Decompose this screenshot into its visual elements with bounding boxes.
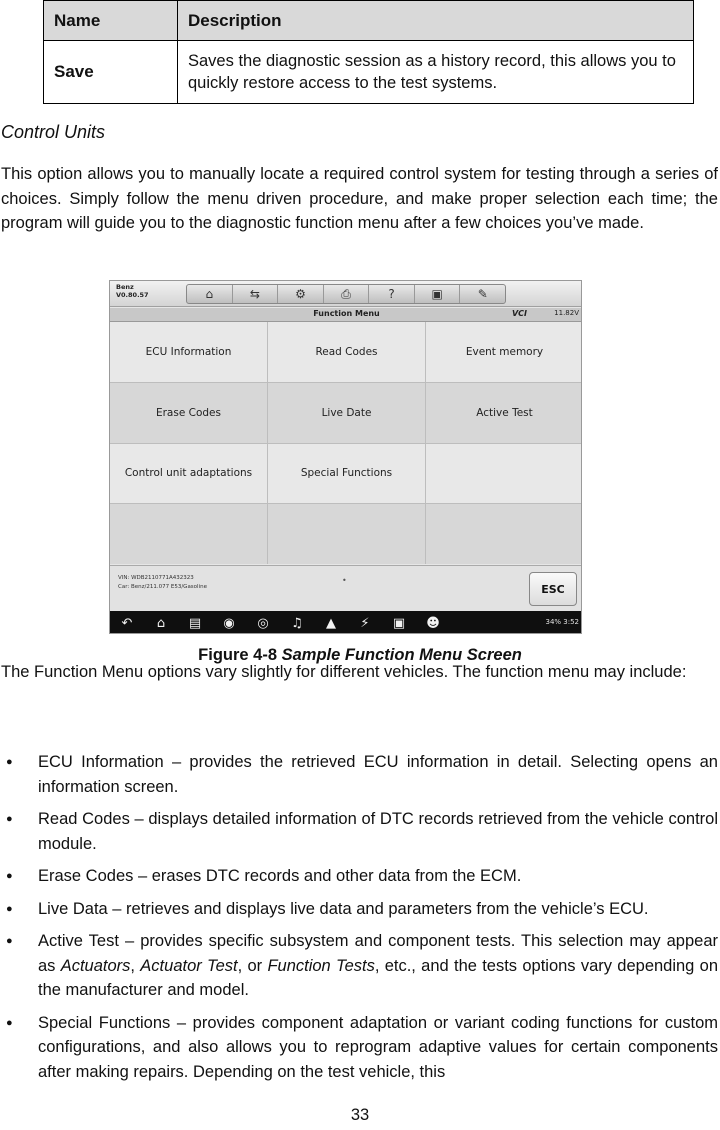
menu-item-empty — [110, 504, 267, 564]
menu-item-live-date[interactable]: Live Date — [268, 383, 425, 443]
menu-item-empty — [426, 504, 582, 564]
user-car-icon[interactable]: ☻ — [426, 615, 440, 631]
figure-caption-title: Sample Function Menu Screen — [281, 646, 522, 664]
list-item — [0, 929, 718, 1003]
table-cell-name: Save — [44, 41, 178, 104]
table-cell-description: Saves the diagnostic session as a history record, this allows you to quickly restore access to the test systems. — [178, 41, 694, 104]
page-indicator-dot: • — [342, 576, 347, 585]
recent-apps-icon[interactable]: ▤ — [188, 615, 202, 631]
settings-icon[interactable]: ⚙ — [278, 285, 324, 303]
menu-item-special-functions[interactable]: Special Functions — [268, 444, 425, 504]
list-item-text: , or — [237, 956, 268, 975]
menu-item-read-codes[interactable]: Read Codes — [268, 322, 425, 382]
vehicle-swap-icon[interactable]: ⇆ — [233, 285, 279, 303]
term-function-tests: Function Tests — [267, 956, 375, 975]
table-row — [44, 41, 694, 104]
intro-paragraph: This option allows you to manually locate a required control system for testing through a series of choices. Simply follow the menu driven procedure, and make proper selection each time; the program will guide you to the diagnostic function menu after a few choices you’ve made. — [1, 165, 718, 232]
list-item-text: , — [130, 956, 141, 975]
print-icon[interactable]: ⎙ — [324, 285, 370, 303]
menu-item-active-test[interactable]: Active Test — [426, 383, 582, 443]
battery-voltage: 11.82V — [554, 309, 579, 317]
save-icon[interactable]: ▣ — [415, 285, 461, 303]
menu-title-bar — [110, 308, 582, 322]
list-item: ● ECU Information – provides the retrieved ECU information in detail. Selecting opens an information screen. — [0, 750, 718, 799]
vci-status: VCI — [511, 309, 527, 318]
menu-item-ecu-information[interactable]: ECU Information — [110, 322, 267, 382]
vehicle-info-footer — [110, 565, 582, 611]
table-header-name: Name — [44, 1, 178, 41]
list-item-text: Active Test – provides specific subsystem and component tests. This selection may appear as — [38, 932, 718, 975]
maxisys-home-icon[interactable]: ▲ — [326, 615, 336, 631]
help-icon[interactable]: ? — [369, 285, 415, 303]
esc-button[interactable]: ESC — [529, 572, 577, 606]
vin-line: VIN: WDB2110771A432323 — [118, 575, 194, 581]
figure-caption-prefix: Figure 4-8 — [198, 646, 282, 664]
list-item: ● Live Data – retrieves and displays live data and parameters from the vehicle’s ECU. — [0, 897, 718, 922]
car-icon[interactable]: ▣ — [392, 615, 406, 631]
menu-item-erase-codes[interactable]: Erase Codes — [110, 383, 267, 443]
pen-icon[interactable]: ✎ — [477, 287, 488, 301]
app-top-bar — [110, 281, 582, 307]
function-menu-grid — [110, 322, 582, 564]
vehicle-info — [118, 574, 207, 592]
function-list — [0, 750, 720, 1092]
home-nav-icon[interactable]: ⌂ — [156, 615, 166, 631]
list-item: ● Erase Codes – erases DTC records and other data from the ECM. — [0, 864, 718, 889]
volume-icon[interactable]: ♫ — [291, 615, 303, 631]
car-line: Car: Benz/211.077 E53/Gasoline — [118, 584, 207, 590]
page-number: 33 — [350, 1106, 370, 1124]
back-icon[interactable]: ↶ — [121, 615, 133, 631]
home-icon[interactable]: ⌂ — [187, 285, 233, 303]
description-table — [43, 0, 694, 104]
vehicle-brand — [116, 283, 149, 299]
brand-name: Benz — [116, 283, 134, 291]
term-actuators: Actuators — [60, 956, 131, 975]
function-menu-paragraph: The Function Menu options vary slightly for different vehicles. The function menu may include: — [1, 663, 687, 681]
toolbar — [186, 284, 506, 304]
table-header-description: Description — [178, 1, 694, 41]
android-nav-bar — [110, 611, 582, 634]
menu-item-empty — [426, 444, 582, 504]
menu-item-empty — [268, 504, 425, 564]
menu-item-control-unit-adaptations[interactable]: Control unit adaptations — [110, 444, 267, 504]
menu-item-event-memory[interactable]: Event memory — [426, 322, 582, 382]
status-bar-text: 34% 3:52 — [545, 618, 579, 626]
browser-icon[interactable]: ◉ — [223, 615, 235, 631]
list-item-text: , etc., and the tests options vary depending on the manufacturer and model. — [38, 956, 718, 999]
vci-icon[interactable]: ⚡ — [360, 615, 370, 631]
function-menu-screenshot — [109, 280, 582, 634]
brand-version: V0.80.57 — [116, 291, 149, 299]
menu-title: Function Menu — [313, 309, 380, 318]
list-item: ● Special Functions – provides component adaptation or variant coding functions for custom configurations, and also allows you to reprogram adaptive values for certain components after making repairs. Depending on the test vehicle, this — [0, 1011, 718, 1085]
list-item: ● Read Codes – displays detailed information of DTC records retrieved from the vehicle control module. — [0, 807, 718, 856]
table-header-row — [44, 1, 694, 41]
term-actuator-test: Actuator Test — [140, 956, 238, 975]
camera-icon[interactable]: ◎ — [257, 615, 269, 631]
section-heading: Control Units — [1, 122, 106, 142]
